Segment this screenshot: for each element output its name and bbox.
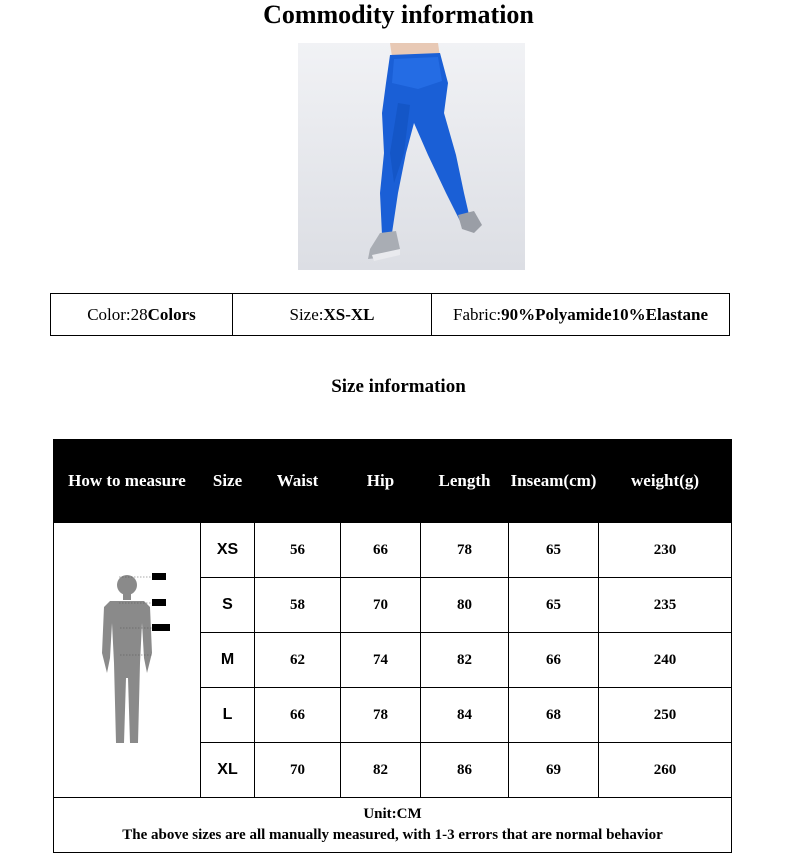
body-measurement-figure-icon [72,563,182,753]
length-cell: 82 [421,633,509,688]
size-value: XS-XL [323,304,375,324]
length-cell: 84 [421,688,509,743]
weight-cell: 250 [599,688,732,743]
header-hip: Hip [341,440,421,523]
header-how-to-measure: How to measure [54,440,201,523]
length-cell: 78 [421,523,509,578]
color-attribute [51,294,233,335]
size-cell: XL [201,743,255,798]
unit-text: Unit:CM [363,806,422,822]
size-label: Size: [289,304,324,324]
hip-cell: 78 [341,688,421,743]
header-size: Size [201,440,255,523]
measurement-note: The above sizes are all manually measured, with 1-3 errors that are normal behavior [122,827,663,843]
fabric-label: Fabric: [453,304,502,324]
inseam-cell: 66 [509,633,599,688]
color-value: Colors [147,304,196,324]
header-weight: weight(g) [599,440,732,523]
length-cell: 86 [421,743,509,798]
waist-cell: 70 [255,743,341,798]
table-row [54,523,732,578]
weight-cell: 235 [599,578,732,633]
size-cell: L [201,688,255,743]
size-cell: S [201,578,255,633]
weight-cell: 240 [599,633,732,688]
inseam-cell: 65 [509,523,599,578]
attributes-bar [50,293,730,336]
header-length: Length [421,440,509,523]
product-photo [298,43,525,270]
color-label: Color:28 [87,304,148,324]
inseam-cell: 68 [509,688,599,743]
header-inseam: Inseam(cm) [509,440,599,523]
header-waist: Waist [255,440,341,523]
weight-cell: 230 [599,523,732,578]
size-cell: XS [201,523,255,578]
hip-cell: 82 [341,743,421,798]
table-header-row [54,440,732,523]
waist-cell: 62 [255,633,341,688]
measure-figure-cell [54,523,201,798]
inseam-cell: 65 [509,578,599,633]
table-footer-row [54,798,732,853]
fabric-value: 90%Polyamide10%Elastane [501,304,708,324]
length-cell: 80 [421,578,509,633]
waist-cell: 66 [255,688,341,743]
weight-cell: 260 [599,743,732,798]
size-attribute [233,294,432,335]
waist-cell: 56 [255,523,341,578]
leggings-illustration [298,43,525,270]
hip-cell: 74 [341,633,421,688]
size-table [53,439,732,853]
hip-cell: 70 [341,578,421,633]
footer-note-cell [54,798,732,853]
size-info-title: Size information [331,376,466,397]
waist-cell: 58 [255,578,341,633]
inseam-cell: 69 [509,743,599,798]
page-title: Commodity information [263,0,534,29]
hip-cell: 66 [341,523,421,578]
size-cell: M [201,633,255,688]
fabric-attribute [432,294,729,335]
